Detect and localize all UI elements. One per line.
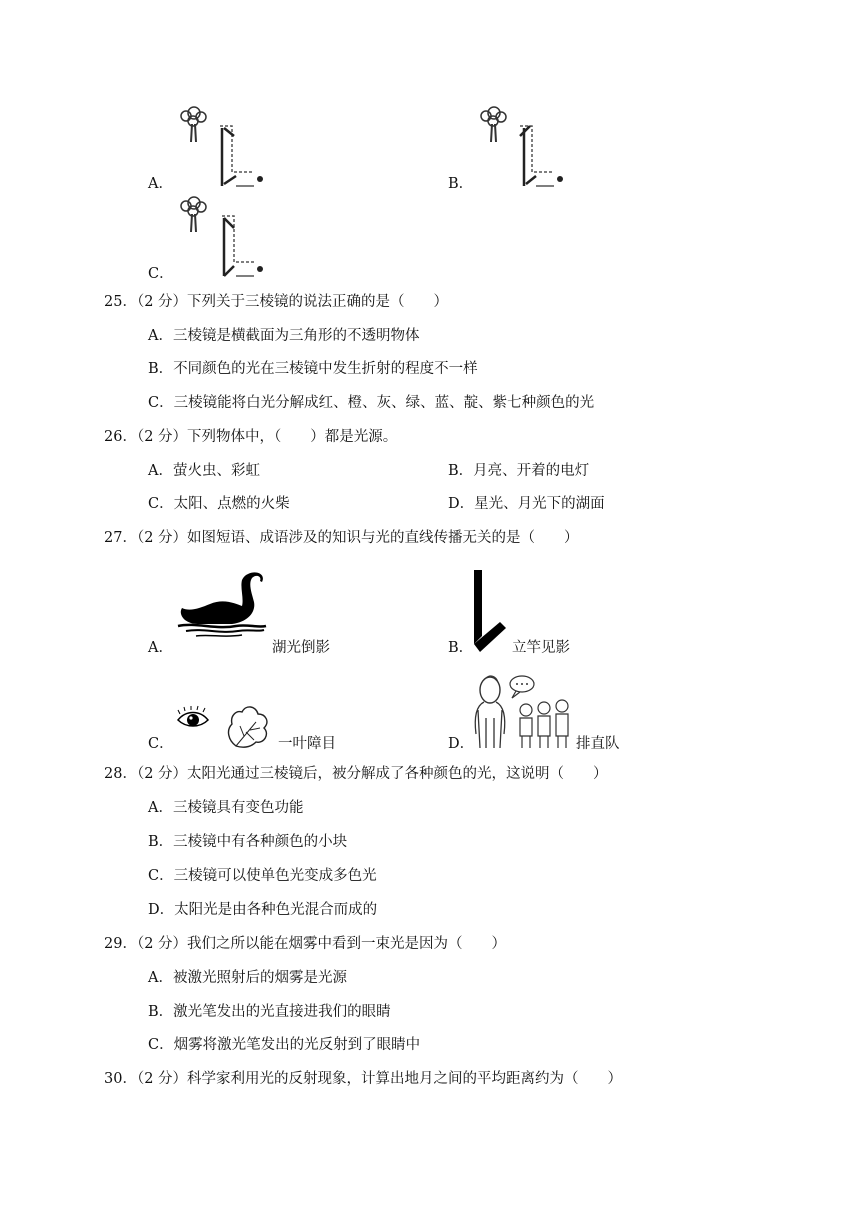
q28-option-a[interactable]: A．三棱镜具有变色功能 (148, 800, 304, 816)
pole-shadow-image (470, 568, 510, 654)
option-letter: A． (148, 176, 173, 192)
option-letter: C． (148, 736, 174, 752)
q29-option-b[interactable]: B．激光笔发出的光直接进我们的眼睛 (148, 1004, 391, 1020)
q26-option-d[interactable]: D．星光、月光下的湖面 (448, 496, 605, 512)
periscope-figure-a (172, 106, 272, 188)
q25-option-c[interactable]: C．三棱镜能将白光分解成红、橙、灰、绿、蓝、靛、紫七种颜色的光 (148, 395, 595, 411)
question-26-stem: 26．（2 分）下列物体中，（ ）都是光源。 (104, 429, 398, 445)
queue-image (472, 672, 574, 750)
eye-leaf-image (176, 702, 276, 750)
q28-option-c[interactable]: C．三棱镜可以使单色光变成多色光 (148, 868, 377, 884)
q29-option-c[interactable]: C．烟雾将激光笔发出的光反射到了眼睛中 (148, 1037, 421, 1053)
question-29-stem: 29．（2 分）我们之所以能在烟雾中看到一束光是因为（ ） (104, 936, 507, 952)
option-letter: C． (148, 266, 174, 282)
q28-option-b[interactable]: B．三棱镜中有各种颜色的小块 (148, 834, 348, 850)
swan-reflection-image (176, 568, 268, 640)
q26-option-c[interactable]: C．太阳、点燃的火柴 (148, 496, 290, 512)
q25-option-b[interactable]: B．不同颜色的光在三棱镜中发生折射的程度不一样 (148, 361, 478, 377)
periscope-figure-b (472, 106, 572, 188)
question-25-stem: 25．（2 分）下列关于三棱镜的说法正确的是（ ） (104, 294, 449, 310)
option-caption: 一叶障目 (278, 736, 336, 752)
q26-option-a[interactable]: A．萤火虫、彩虹 (148, 463, 260, 479)
option-letter: A． (148, 640, 173, 656)
q26-option-b[interactable]: B．月亮、开着的电灯 (448, 463, 590, 479)
q28-option-d[interactable]: D．太阳光是由各种色光混合而成的 (148, 902, 378, 918)
option-caption: 排直队 (576, 736, 620, 752)
option-letter: D． (448, 736, 475, 752)
periscope-figure-c (172, 196, 272, 278)
q25-option-a[interactable]: A．三棱镜是横截面为三角形的不透明物体 (148, 328, 420, 344)
q29-option-a[interactable]: A．被激光照射后的烟雾是光源 (148, 970, 347, 986)
option-caption: 湖光倒影 (272, 640, 330, 656)
option-letter: B． (448, 176, 474, 192)
option-caption: 立竿见影 (512, 640, 570, 656)
question-27-stem: 27．（2 分）如图短语、成语涉及的知识与光的直线传播无关的是（ ） (104, 530, 579, 546)
option-letter: B． (448, 640, 474, 656)
question-28-stem: 28．（2 分）太阳光通过三棱镜后，被分解成了各种颜色的光，这说明（ ） (104, 766, 608, 782)
question-30-stem: 30．（2 分）科学家利用光的反射现象，计算出地月之间的平均距离约为（ ） (104, 1071, 623, 1087)
